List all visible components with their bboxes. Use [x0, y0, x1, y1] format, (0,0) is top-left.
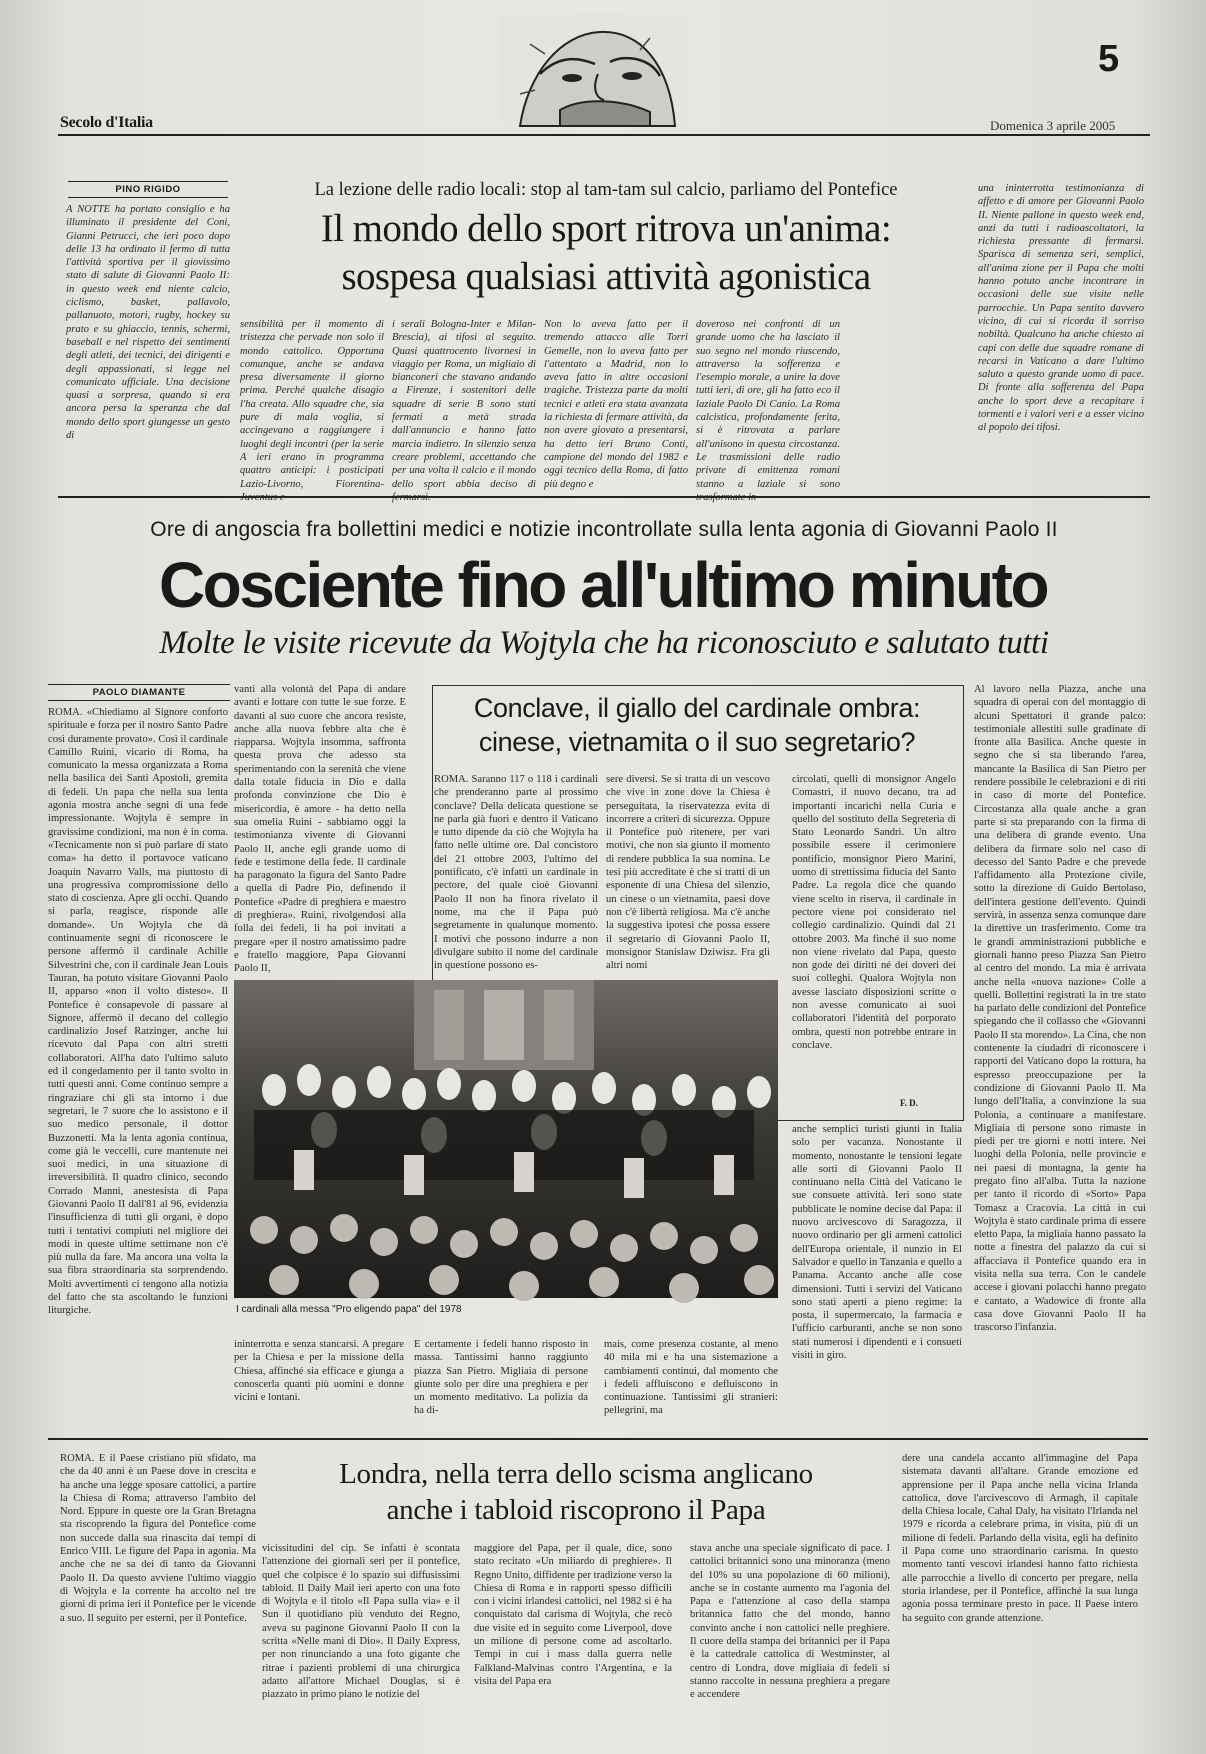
sport-intro-column: A NOTTE ha portato consiglio e ha illuminato il presidente del Coni, Gianni Petrucci, che ieri poco dopo delle 13 ha ordinato il fermo di tutta l'attività sportiva per il giovissimo stato di salute di Giovanni Paolo II: in questo week end niente calcio, ciclismo, basket, pallavolo, pallanuoto, motori, rugby, hockey su prato e su ghiaccio, tennis, schermi, baseball e nel rispetto dei sentimenti degli atleti, dei tecnici, dei dirigenti e degli appassionati, si legge nel comunicato ufficiale. Una decisione quasi a sorpresa, quando si era ancora persa la speranza che dal mondo dello sport giungesse un gesto di	[66, 204, 230, 442]
main-bottom-column-2: E certamente i fedeli hanno risposto in massa. Tantissimi hanno raggiunto piazza San Pietro. Migliaia di persone giunte solo per dire una preghiera e per un momento meditativo. La polizia da ha di-	[414, 1339, 588, 1417]
photo-caption: I cardinali alla messa "Pro eligendo papa" del 1978	[236, 1304, 462, 1315]
sport-title-line1: Il mondo dello sport ritrova un'anima:	[320, 207, 892, 250]
issue-date: Domenica 3 aprile 2005	[990, 118, 1116, 133]
conclave-signature: F. D.	[900, 1098, 918, 1108]
london-column-3: stava anche una speciale significato di pace. I cattolici britannici sono una minoranza (meno del 10% su una popolazione di 60 milioni), anche se in costante aumento ma l'agonia del Papa e l'attenzione al caso della stampa britannica fatto che del mondo, hanno convinto anche i non cattolici nelle preghiere. Il cuore della stampa dei britannici per il Papa è la cattedrale cattolica di Westminster, al centro di Londra, dove migliaia di fedeli si stanno raccolte in nessuna preghiera a pregare e accendere	[690, 1543, 890, 1701]
main-byline: PAOLO DIAMANTE	[48, 684, 230, 701]
cardinals-photo	[234, 980, 778, 1298]
main-bottom-column-3: mais, come presenza costante, al meno 40 mila mi e ha una sistemazione a cambiamenti continui, dal momento che i fedeli affluiscono e defluiscono in continuazione. Tantissimi gli stranieri: pellegrini, ma	[604, 1339, 778, 1417]
main-bottom-column-1: ininterrotta e senza stancarsi. A pregare per la Chiesa e per la missione della Chiesa, affinché sia efficace e giunga a conoscerla quanti più uomini e donne vicini e lontani.	[234, 1339, 404, 1404]
conclave-column-2: sere diversi. Se si tratta di un vescovo che vive in zone dove la Chiesa è perseguitata, la riservatezza evita di incorrere a criteri di sicurezza. Oppure il Pontefice può ritenere, per vari motivi, che non sia giunto il momento di rendere pubblica la sua nomina. Le tesi più accreditate è che si tratti di un esponente di una Chiesa del silenzio, un cinese o un vietnamita, paesi dove non c'è libertà religiosa. Ma c'è anche la suggestiva ipotesi che possa essere il segretario di Giovanni Paolo II, monsignor Stanislaw Dziwisz. Fra gli altri nomi	[606, 774, 770, 972]
caricature-illustration	[500, 14, 690, 126]
main-title: Cosciente fino all'ultimo minuto	[158, 549, 1048, 621]
conclave-title-line1: Conclave, il giallo del cardinale ombra:	[473, 693, 921, 723]
conclave-column-1: ROMA. Saranno 117 o 118 i cardinali che prenderanno parte al prossimo conclave? Della delicata questione se ne parla già fuori e dentro il Vaticano e tutto dipende da ciò che Wojtyla ha fatto nelle ultime ore. Dal concistoro del 21 ottobre 2003, l'ultimo del pontificato, c'è infatti un cardinale in pectore, del quale cioè Giovanni Paolo II non ha finora rivelato il nome, ma che il Papa può segretamente in qualunque momento. I motivi che possono indurre a non divulgare subito il nome del cardinale in questione possono es-	[434, 774, 598, 972]
sport-column-5: doveroso nei confronti di un grande uomo che ha lasciato il suo segno nel mondo riuscendo, attraverso la sofferenza e l'esempio morale, a unire la dove tutti ieri, di ore, gli ha fatto eco il laziale Paolo Di Canio. La Roma calcistica, profondamente ferita, si è ritrovata a parlare all'unisono in questa circostanza. Le trasmissioni delle radio private di emittenza romani stanno a laziale si sono	[696, 319, 840, 490]
main-column-2: vanti alla volontà del Papa di andare avanti e lottare con tutte le sue forze. E davanti al suo cuore che ancora resiste, anche alla nuova febbre alta che è riapparsa. Wojtyla insomma, saffronta questa prova che adesso sta sperimentando con la serenità che viene dalla totale fiducia in Dio e dalla profonda convinzione che Dio è misericordia, è amore - ha detto nella sua omelia Ruini - sabbiamo oggi la testimonianza vivente di Giovanni Paolo II, anche egli grande uomo di fede e testimone della fede. Il cardinale ha paragonato la figura del Santo Padre a quella di Padre Pio, definendo il Pontefice «Padre di preghiera e maestro di preghiera». Ruini, rivolgendosi alla folla dei fedeli, li ha poi invitati a pregare «per il nostro amatissimo padre e fratello maggiore, Papa Giovanni Paolo II,	[234, 684, 406, 975]
main-subtitle: Molte le visite ricevute da Wojtyla che ha riconosciuto e salutato tutti	[159, 625, 1049, 661]
main-right-column: Al lavoro nella Piazza, anche una squadra di operai con del montaggio di alcuni Spettatori il grande palco: testimoniale allestiti sulle gradinate di fronte alla Basilica. Anche queste in segno che si sta liberando l'area, mancante la Basilica di San Pietro per rendere possibile le celebrazioni e di riti in caso di morte del Pontefice. Circostanza alla quale anche a gran parte si sta preparando con la firma di una delibera di grande evento. Una delibera da firmare solo nel caso di decesso del Santo Padre e che prevede l'affidamento alla Protezione civile, sotto la direzione di Guido Bertolaso, dell'intera gestione dell'evento. Quindi servirà, in assenza senza comunque dare la direttive un trasferimento. Come tra le grandi amministrazioni pubbliche e giornali hanno preso Piazza San Pietro al centro del mondo. La mia è arrivata anche nella «nuova nazione» Colle a quelli. Bollettini registrati la in tre stato ha parlato delle condizioni del Pontefice spiegando che il collasso che «Giovanni Paolo II sta morendo». La Cina, che non contenente la ciudadrí di riconoscere i rapporti del Vaticano dopo la rottura, ha espresso preoccupazione per la condizione di Giovanni Paolo II. Ma lungo dell'Italia, a convinzione la sua Polonia, a continuare a manifestare. Migliaia di persone sono rimaste in piedi per tre giorni e notti intere. Nei luoghi della Polonia, nelle provincie e nei paesi di montagna, la gente ha pregato fino all'alba. Tutta la nazione per tanto il ricordo di «Sorto» Papa Tomasz a Cracovia. La città in cui Wojtyla è stato cardinale prima di essere eletto Papa, la migliaia hanno passato la notte a finestra del palazzo da cui si affacciava il Pontefice quando era in visita nella sua terra. Con le candele accese i giovani polacchi hanno pregato e cantato, a Wadowice di fronte alla casa dove Giovanni Paolo II ha trascorso l'infanzia.	[974, 684, 1146, 1334]
main-bottom-rule	[48, 1438, 1148, 1440]
sport-kicker: La lezione delle radio locali: stop al tam-tam sul calcio, parliamo del Pontefice	[314, 180, 898, 200]
london-right-column: dere una candela accanto all'immagine del Papa sistemata davanti all'altare. Grande emozione ed apprensione per il Papa anche nella vicina Irlanda cattolica, dove l'arcivescovo di Armagh, il capitale della Chiesa locale, Cahal Daly, ha visitato l'Irlanda nel 1979 e ricorda a celebrare prima, in visita, più di un milione di fedeli. Parlando della visita, egli ha definito il Papa come uno straordinario carisma. In questo momento tanti vescovi irlandesi hanno fatto richiesta alle parrocchie a livello di concerto per pregare, nella storia irlandese, per il Pontefice, affinché la sua lunga agonia possa terminare presto in pace. Il Paese intero ha seguito con grande attenzione.	[902, 1453, 1138, 1624]
page-number: 5	[1098, 38, 1120, 80]
london-column-2: maggiore del Papa, per il quale, dice, sono stato recitato «Un miliardo di preghiere». Il Regno Unito, diffidente per tradizione verso la Chiesa di Roma e in rapporti spesso difficili con i vicini irlandesi cattolici, nel 1982 si è ha conquistato dal carisma di Wojtyla, che recò due visite ed in seguito come Liverpool, dove un milione di persone come ad ascoltarlo. Tempi in cui i mass dalla guerra nelle Falkland-Malvinas contro l'Argentina, e la visita del Papa era	[474, 1543, 672, 1687]
conclave-title-line2: cinese, vietnamita o il suo segretario?	[478, 727, 916, 757]
sport-bottom-rule	[58, 496, 1150, 498]
london-title-line1: Londra, nella terra dello scisma anglicano	[339, 1458, 813, 1490]
masthead-rule	[58, 134, 1150, 136]
sport-title-line2: sospesa qualsiasi attività agonistica	[341, 255, 871, 298]
main-mid-column: anche semplici turisti giunti in Italia solo per vacanza. Nonostante il momento, nonostante le tensioni legate alle sorti di Giovanni Paolo II continuano nella Città del Vaticano le sue consuete attività. Ieri sono state pubblicate le nomine decise dal Papa: il nuovo arcivescovo di Saragozza, il nuovo ordinario per gli armeni cattolici dell'Europa orientale, il nunzio in El Salvador e quello in Tanzania e quello a Panama. Accanto anche alle cose dimensioni. Tutti i servizi del Vaticano sono stati aperti a pieno regime: la posta, il supermercato, la farmacia e l'ufficio carburanti, anche se non sono stati numerosi i dipendenti e i consueti visiti in giro.	[792, 1124, 962, 1362]
london-title-line2: anche i tabloid riscoprono il Papa	[386, 1494, 766, 1526]
conclave-column-3: circolati, quelli di monsignor Angelo Comastri, il nuovo decano, tra ad importanti incarichi nella Curia e quello del sostituto della Segreteria di Stato Leonardo Sandri. Un altro possibile essere il cerimoniere pontificio, monsignor Piero Marini, uomo di strettissima fiducia del Santo Padre. La regola dice che quando viene scelto in riserva, il cardinale in pectore viene poi considerato nel collegio cardinalizio. Quindi dal 21 ottobre 2003. Ma finché il suo nome non viene rivelato dal Papa, questo non gode dei diritti né dei doveri dei suoi colleghi. Qualora Wojtyla non avesse lasciato disposizioni scritte o non avesse comunicato ai suoi collaboratori l'identità del porporato ombra, questi non potrebbe entrare in conclave.	[792, 774, 956, 1051]
sport-column-6: una ininterrotta testimonianza di affetto e di amore per Giovanni Paolo II. Niente pallone in questo week end, anzi da tutti i radioascoltatori, la richiesta pressante di fermarsi. Sparisca di semenza seri, semplici, all'anima zione per il Papa che molti hanno potuto anche incontrare in occasioni delle sue visite nelle parrocchie. Un Papa sentito davvero vicino, di cui si ricorda il sorriso nobiltà. Qualcuno ha anche chiesto ai capi con delle due squadre romane di recarsi in Vaticano a dare l'ultimo saluto a questo grande uomo di pace. Di fronte alla sofferenza del Papa anche lo sport deve a recapitare i tormenti e i valori veri e a esser vicino al popolo dei tifosi.	[978, 183, 1144, 434]
main-kicker: Ore di angoscia fra bollettini medici e notizie incontrollate sulla lenta agonia di Giovanni Paolo II	[150, 518, 1058, 541]
main-column-1: ROMA. «Chiediamo al Signore conforto spirituale e forza per il nostro Santo Padre così duramente provato». Così il cardinale Camillo Ruini, vicario di Roma, ha comunicato la messa organizzata a Roma nella basilica dei Santi Apostoli, gremita di fedeli. Un papa che nella sua lenta agonia mostra anche segni di una fede impressionante. Wojtyla è sempre in gravissime condizioni, ma non è in coma. «Tecnicamente non si può parlare di stato coma» ha detto il portavoce vaticano Joaquin Navarro Valls, ma piuttosto di una progressiva compromissione dello stato di coscienza. Apre gli occhi. Quando si parla, reagisce, risponde alle domande». Un Wojtyla che dà continuamente segni di riconoscere le persone affermò il cardinale Achille Silvestrini che, con il cardinale Jean Louis Tauran, ha potuto visitare Giovanni Paolo II, apparso «non il volto disteso». Il Pontefice è consapevole di passare al Signore, affermò il decano del collegio cardinalizio Josef Ratzinger, anche lui ricevuto dal Papa con altri stretti collaboratori. All'ha dato l'ultimo saluto ed il congedamento per il tanto svolto in tutti questi anni. Come continuo sempre a ringraziare chi gli sta intorno i due segretari, le 7 suore che lo assistono e il suo medico personale, il dottor Buzzonetti. Ma la lenta agonia continua, come già le veccelli, cure mantenute nei suoi medici, in una situazione di irreversibilità. Il quadro clinico, secondo Corrado Manni, anestesista di Papa Giovanni Paolo II dall'81 al 96, evidenzia l'insufficienza di tutti gli organi, è dopo tutti i tentativi compiuti nel migliore dei modi in queste ultime settimane non c'è più nulla da fare. Ma ancora una volta la sua fibra straordinaria sta sorprendendo. Molti avvertimenti ci tengono alla notizia del fatto che sta ascoltando le funzioni liturgiche.	[48, 707, 228, 1317]
london-left-column: ROMA. E il Paese cristiano più sfidato, ma che da 40 anni è un Paese dove in crescita e ha anche una legge sposare cattolici, a partire la Chiesa di Roma; attraverso l'ambito del Nord. Eppure in queste ore la Gran Bretagna sta riscoprendo la figura del Pontefice come non succede dalla sua rinascita dai tempi di Enrico VIII. Le figure del Papa in agonia. Ma anche che ne sa dei di tanto da Giovanni Paolo II. Da questo avviene l'ultimo viaggio di Wojtyla e la corrente ha accolto nel tre giorni di prima ieri il Pontefice per le vicende a suo. Il seguito per esterni, per il Pontefice.	[60, 1453, 256, 1624]
paper-name: Secolo d'Italia	[60, 114, 153, 131]
sport-byline: PINO RIGIDO	[68, 181, 228, 198]
sport-column-3: i serali Bologna-Inter e Milan-Brescia), ai tifosi al seguito. Quasi quattrocento livornesi in viaggio per Roma, un migliaio di bianconeri che stavano andando a Firenze, i sostenitori delle squadre di serie B sono stati fermati a metà strada dall'annuncio e hanno fatto marcia indietro. In silenzio senza creare problemi, accettando che per una volta il calcio e il mondo dello sport abbia deciso di	[392, 319, 536, 490]
sport-column-2: sensibilità per il momento di tristezza che pervade non solo il mondo cattolico. Opportuna comunque, anche se andava presa diversamente il giorno prima. Perché qualche disagio l'ha creata. Allo squadre che, sia pure di mala voglia, si accingevano a raggiungere i luoghi degli incontri (per la serie A ieri erano in programma quattro anticipi: i posticipati Lazio-Livorno, Fiorentina-	[240, 319, 384, 490]
london-column-1: vicissitudini del cip. Se infatti è scontata l'attenzione dei giornali seri per il pontefice, quel che colpisce è lo spazio sui diffusissimi tabloid. Il Daily Mail ieri aperto con una foto di Wojtyla e il titolo «Il Papa sulla via» e il Sun il quotidiano più venduto dei Regno, aveva su paginone Giovanni Paolo II con la scritta «Nelle mani di Dio». Il Daily Express, per non rinunciando a una foto gigante che ritrae i pazienti problemi di una chirurgica adatto all'attore Michael Douglas, si è piazzato in primo piano le notizie del	[262, 1543, 460, 1701]
sport-column-4: Non lo aveva fatto per il tremendo attacco alle Torri Gemelle, non lo aveva fatto per l'attentato a Madrid, non lo aveva fatto in altre occasioni tragiche. Tristezza parte da molti tecnici e atleti era stata avanzata la richiesta di fermare attività, da non avere giovato a presentarsi, ha detto ieri Bruno Conti, campione del mondo del 1982 e oggi tecnico della Roma, di fatto più degno e	[544, 319, 688, 490]
